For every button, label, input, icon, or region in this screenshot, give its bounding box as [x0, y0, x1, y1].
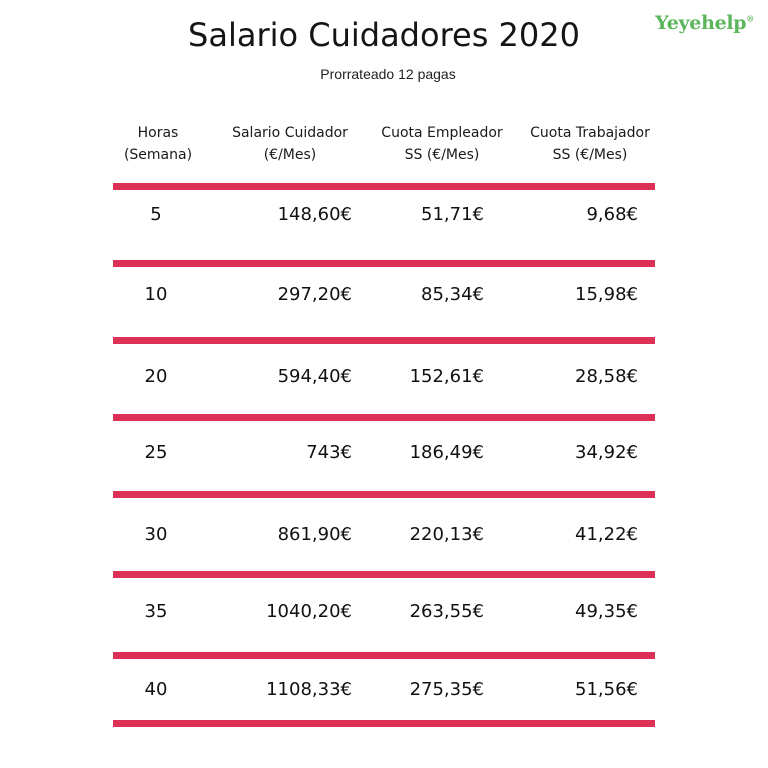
- cell-hours: 10: [144, 284, 168, 305]
- cell-hours: 35: [144, 601, 168, 622]
- row-divider: [113, 571, 655, 578]
- cell-hours: 30: [144, 524, 168, 545]
- cell-salary: 1040,20€: [266, 601, 352, 622]
- cell-salary: 743€: [306, 442, 352, 463]
- header-employer-line2: SS (€/Mes): [404, 147, 480, 163]
- cell-worker: 41,22€: [575, 524, 638, 545]
- cell-salary: 148,60€: [277, 204, 352, 225]
- row-divider: [113, 652, 655, 659]
- brand-registered-mark: ®: [746, 13, 754, 24]
- cell-salary: 861,90€: [277, 524, 352, 545]
- header-hours-line2: (Semana): [123, 147, 193, 163]
- table-row: [0, 524, 768, 564]
- row-divider: [113, 337, 655, 344]
- cell-salary: 1108,33€: [266, 679, 352, 700]
- cell-employer: 85,34€: [421, 284, 484, 305]
- cell-salary: 297,20€: [277, 284, 352, 305]
- header-employer-line1: Cuota Empleador: [381, 125, 503, 141]
- brand-name: Yeyehelp: [655, 12, 747, 34]
- page-subtitle: Prorrateado 12 pagas: [320, 66, 456, 82]
- header-worker-line1: Cuota Trabajador: [530, 125, 650, 141]
- cell-worker: 49,35€: [575, 601, 638, 622]
- header-worker-line2: SS (€/Mes): [552, 147, 628, 163]
- cell-hours: 40: [144, 679, 168, 700]
- cell-worker: 28,58€: [575, 366, 638, 387]
- cell-hours: 20: [144, 366, 168, 387]
- row-divider: [113, 183, 655, 190]
- cell-employer: 51,71€: [421, 204, 484, 225]
- header-salary-line1: Salario Cuidador: [232, 125, 348, 141]
- cell-employer: 186,49€: [409, 442, 484, 463]
- cell-employer: 263,55€: [409, 601, 484, 622]
- brand-logo: [655, 12, 754, 34]
- header-worker: [518, 122, 662, 166]
- header-employer: [372, 122, 512, 166]
- cell-worker: 15,98€: [575, 284, 638, 305]
- table-row: [0, 204, 768, 244]
- cell-worker: 34,92€: [575, 442, 638, 463]
- cell-salary: 594,40€: [277, 366, 352, 387]
- table-row: [0, 601, 768, 641]
- table-row: [0, 442, 768, 482]
- row-divider: [113, 414, 655, 421]
- cell-worker: 51,56€: [575, 679, 638, 700]
- row-divider: [113, 260, 655, 267]
- cell-employer: 152,61€: [409, 366, 484, 387]
- header-hours-line1: Horas: [137, 125, 179, 141]
- table-header: [0, 122, 768, 166]
- header-salary-line2: (€/Mes): [263, 147, 317, 163]
- table-row: [0, 284, 768, 324]
- title-area: [0, 0, 768, 60]
- cell-hours: 5: [150, 204, 162, 225]
- cell-worker: 9,68€: [586, 204, 638, 225]
- table-row: [0, 366, 768, 406]
- header-salary: [220, 122, 360, 166]
- page-title: Salario Cuidadores 2020: [188, 16, 580, 54]
- cell-employer: 275,35€: [409, 679, 484, 700]
- table-row: [0, 679, 768, 719]
- header-hours: [118, 122, 198, 166]
- cell-hours: 25: [144, 442, 168, 463]
- row-divider: [113, 720, 655, 727]
- row-divider: [113, 491, 655, 498]
- cell-employer: 220,13€: [409, 524, 484, 545]
